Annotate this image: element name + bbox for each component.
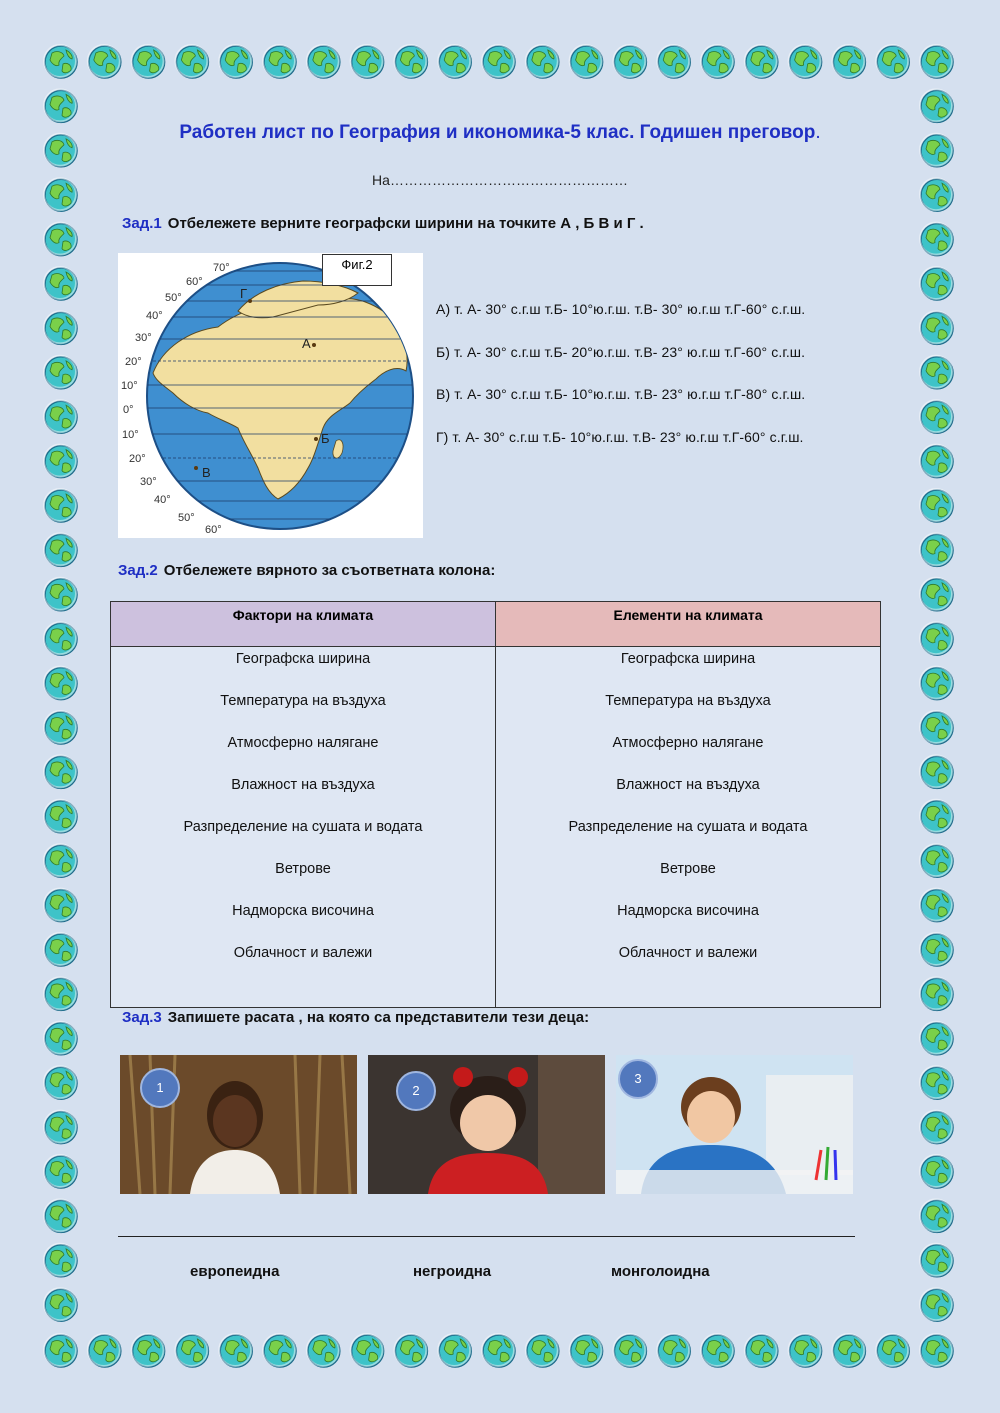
globe-lat-n70: 70° xyxy=(213,262,230,274)
task1-text: Отбележете верните географски ширини на точките А , Б В и Г . xyxy=(167,215,644,232)
element-item[interactable]: Географска ширина xyxy=(620,651,756,667)
border-globe-icon xyxy=(920,1022,953,1055)
border-globe-icon xyxy=(920,1334,953,1367)
border-globe-icon xyxy=(44,1066,77,1099)
border-globe-icon xyxy=(920,667,953,700)
border-globe-icon xyxy=(657,1334,690,1367)
border-globe-icon xyxy=(175,45,208,78)
border-globe-icon xyxy=(44,977,77,1010)
option-a[interactable]: А) т. А- 30° с.г.ш т.Б- 10°ю.г.ш. т.В- 30° ю.г.ш т.Г-60° с.г.ш. xyxy=(436,301,806,317)
border-globe-icon xyxy=(394,1334,427,1367)
border-globe-icon xyxy=(394,45,427,78)
globe-lat-n40: 40° xyxy=(146,310,163,322)
border-globe-icon xyxy=(44,1334,77,1367)
answer-line[interactable] xyxy=(118,1236,855,1237)
element-item[interactable]: Температура на въздуха xyxy=(605,693,771,709)
factor-item[interactable]: Разпределение на сушата и водата xyxy=(183,819,423,835)
border-globe-icon xyxy=(219,45,252,78)
photo-badge-2: 2 xyxy=(396,1071,436,1111)
photo-badge-1: 1 xyxy=(140,1068,180,1108)
border-globe-icon xyxy=(44,1111,77,1144)
border-globe-icon xyxy=(920,711,953,744)
element-item[interactable]: Облачност и валежи xyxy=(618,945,758,961)
border-globe-icon xyxy=(44,445,77,478)
globe-lat-0: 0° xyxy=(123,404,134,416)
task3-text: Запишете расата , на която са представители тези деца: xyxy=(167,1009,590,1026)
race-option-3[interactable]: монголоидна xyxy=(611,1263,710,1280)
border-globe-icon xyxy=(920,45,953,78)
point-v-label: В xyxy=(202,465,211,480)
globe-lat-s40: 40° xyxy=(154,494,171,506)
border-globe-icon xyxy=(175,1334,208,1367)
factor-item[interactable]: Надморска височина xyxy=(232,903,374,919)
border-globe-icon xyxy=(351,45,384,78)
border-globe-icon xyxy=(351,1334,384,1367)
border-globe-icon xyxy=(613,45,646,78)
race-option-2[interactable]: негроидна xyxy=(413,1263,492,1280)
border-globe-icon xyxy=(920,1155,953,1188)
border-globe-icon xyxy=(789,1334,822,1367)
border-globe-icon xyxy=(219,1334,252,1367)
task1-number: Зад.1 xyxy=(122,215,162,232)
globe-lat-n50: 50° xyxy=(165,292,182,304)
figure-label: Фиг.2 xyxy=(322,254,392,286)
border-globe-icon xyxy=(44,622,77,655)
border-globe-icon xyxy=(613,1334,646,1367)
factor-item[interactable]: Влажност на въздуха xyxy=(231,777,375,793)
point-a-label: А xyxy=(302,336,311,351)
task2-number: Зад.2 xyxy=(118,562,158,579)
border-globe-icon xyxy=(920,1066,953,1099)
task3-number: Зад.3 xyxy=(122,1009,162,1026)
border-globe-icon xyxy=(44,356,77,389)
globe-lat-s10: 10° xyxy=(122,429,139,441)
globe-lat-n20: 20° xyxy=(125,356,142,368)
globe-lat-n60: 60° xyxy=(186,276,203,288)
factor-item[interactable]: Ветрове xyxy=(275,861,331,877)
border-globe-icon xyxy=(526,45,559,78)
globe-figure xyxy=(118,253,423,538)
border-globe-icon xyxy=(789,45,822,78)
border-globe-icon xyxy=(44,489,77,522)
border-globe-icon xyxy=(920,223,953,256)
border-globe-icon xyxy=(920,578,953,611)
border-globe-icon xyxy=(44,533,77,566)
task3-heading xyxy=(122,1009,589,1026)
border-globe-icon xyxy=(920,977,953,1010)
border-globe-icon xyxy=(920,1288,953,1321)
border-globe-icon xyxy=(132,45,165,78)
border-globe-icon xyxy=(44,667,77,700)
border-globe-icon xyxy=(745,1334,778,1367)
globe-lat-n10: 10° xyxy=(121,380,138,392)
elements-column xyxy=(496,647,880,1007)
option-g[interactable]: Г) т. А- 30° с.г.ш т.Б- 10°ю.г.ш. т.В- 23° ю.г.ш т.Г-60° с.г.ш. xyxy=(436,428,804,445)
border-globe-icon xyxy=(44,1244,77,1277)
point-g-marker xyxy=(248,299,252,303)
point-b-label: Б xyxy=(321,431,330,446)
border-globe-icon xyxy=(44,889,77,922)
border-globe-icon xyxy=(44,933,77,966)
border-globe-icon xyxy=(570,1334,603,1367)
border-globe-icon xyxy=(876,45,909,78)
border-globe-icon xyxy=(88,45,121,78)
border-globe-icon xyxy=(44,89,77,122)
point-g-label: Г xyxy=(240,286,248,301)
border-globe-icon xyxy=(44,711,77,744)
factor-item[interactable]: Температура на въздуха xyxy=(220,693,386,709)
border-globe-icon xyxy=(657,45,690,78)
border-globe-icon xyxy=(132,1334,165,1367)
child-photo-2 xyxy=(368,1055,605,1194)
globe-lat-s30: 30° xyxy=(140,476,157,488)
element-item[interactable]: Надморска височина xyxy=(617,903,759,919)
border-globe-icon xyxy=(920,1199,953,1232)
header-factors: Фактори на климата xyxy=(111,602,496,647)
globe-lat-s50: 50° xyxy=(178,512,195,524)
point-a-marker xyxy=(312,343,316,347)
border-globe-icon xyxy=(701,1334,734,1367)
option-b[interactable]: Б) т. А- 30° с.г.ш т.Б- 20°ю.г.ш. т.В- 23° ю.г.ш т.Г-60° с.г.ш. xyxy=(436,343,806,360)
child-photo-1 xyxy=(120,1055,357,1194)
task1-options xyxy=(436,298,926,468)
border-globe-icon xyxy=(44,1288,77,1321)
border-globe-icon xyxy=(920,800,953,833)
border-globe-icon xyxy=(44,400,77,433)
border-globe-icon xyxy=(44,267,77,300)
border-globe-icon xyxy=(526,1334,559,1367)
globe-lat-n30: 30° xyxy=(135,332,152,344)
border-globe-icon xyxy=(438,45,471,78)
border-globe-icon xyxy=(44,800,77,833)
border-globe-icon xyxy=(44,755,77,788)
element-item[interactable]: Ветрове xyxy=(660,861,716,877)
point-b-marker xyxy=(314,437,318,441)
border-globe-icon xyxy=(920,489,953,522)
border-globe-icon xyxy=(44,844,77,877)
race-option-1[interactable]: европеидна xyxy=(190,1263,280,1280)
border-globe-icon xyxy=(701,45,734,78)
border-globe-icon xyxy=(920,1244,953,1277)
border-globe-icon xyxy=(920,267,953,300)
border-globe-icon xyxy=(438,1334,471,1367)
element-item[interactable]: Атмосферно налягане xyxy=(612,735,764,751)
border-globe-icon xyxy=(482,1334,515,1367)
task1-heading xyxy=(122,215,644,232)
border-globe-icon xyxy=(44,223,77,256)
border-globe-icon xyxy=(44,578,77,611)
header-elements: Елементи на климата xyxy=(496,602,880,647)
factor-item[interactable]: Облачност и валежи xyxy=(233,945,373,961)
border-globe-icon xyxy=(88,1334,121,1367)
element-item[interactable]: Влажност на въздуха xyxy=(616,777,760,793)
border-globe-icon xyxy=(745,45,778,78)
point-v-marker xyxy=(194,466,198,470)
border-globe-icon xyxy=(44,1155,77,1188)
border-globe-icon xyxy=(920,755,953,788)
factors-column xyxy=(111,647,496,1007)
border-globe-icon xyxy=(44,311,77,344)
border-globe-icon xyxy=(920,933,953,966)
task2-heading xyxy=(118,562,495,579)
border-globe-icon xyxy=(876,1334,909,1367)
factor-item[interactable]: Географска ширина xyxy=(235,651,371,667)
student-name-line[interactable]: На…………………………………………… xyxy=(372,172,628,188)
border-globe-icon xyxy=(920,622,953,655)
border-globe-icon xyxy=(307,45,340,78)
globe-lat-s20: 20° xyxy=(129,453,146,465)
border-globe-icon xyxy=(920,1111,953,1144)
child-photo-3 xyxy=(616,1055,853,1194)
border-globe-icon xyxy=(920,533,953,566)
border-globe-icon xyxy=(44,1022,77,1055)
option-v[interactable]: В) т. А- 30° с.г.ш т.Б- 10°ю.г.ш. т.В- 23° ю.г.ш т.Г-80° с.г.ш. xyxy=(436,386,806,402)
border-globe-icon xyxy=(920,844,953,877)
border-globe-icon xyxy=(307,1334,340,1367)
border-globe-icon xyxy=(920,89,953,122)
element-item[interactable]: Разпределение на сушата и водата xyxy=(568,819,808,835)
task2-text: Отбележете вярното за съответната колона: xyxy=(163,562,496,579)
border-globe-icon xyxy=(44,1199,77,1232)
border-globe-icon xyxy=(44,45,77,78)
climate-table xyxy=(110,601,881,1008)
border-globe-icon xyxy=(263,1334,296,1367)
border-globe-icon xyxy=(482,45,515,78)
worksheet-title: Работен лист по География и икономика-5 клас. Годишен преговор. xyxy=(179,122,821,143)
border-globe-icon xyxy=(263,45,296,78)
border-globe-icon xyxy=(920,889,953,922)
border-globe-icon xyxy=(832,45,865,78)
globe-lat-s60: 60° xyxy=(205,524,222,536)
factor-item[interactable]: Атмосферно налягане xyxy=(227,735,379,751)
photo-badge-3: 3 xyxy=(618,1059,658,1099)
border-globe-icon xyxy=(570,45,603,78)
border-globe-icon xyxy=(832,1334,865,1367)
